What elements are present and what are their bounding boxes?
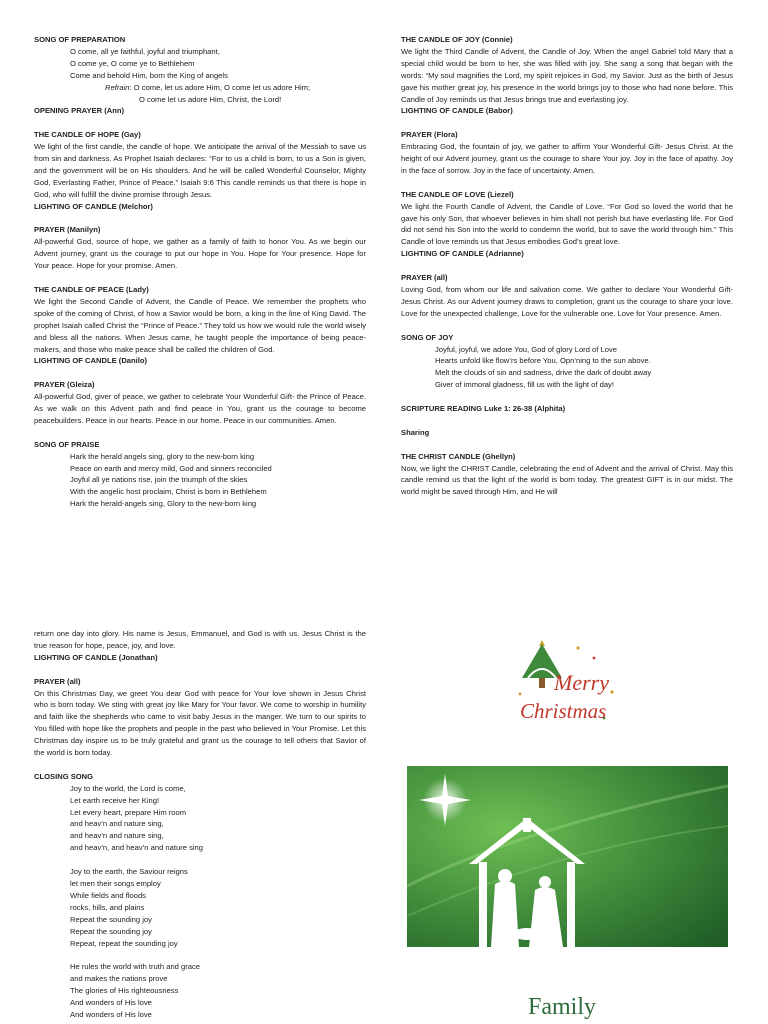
bottom-left-column (34, 628, 366, 1021)
family-title: Family (528, 994, 597, 1020)
song-joy-heading: SONG OF JOY (401, 332, 454, 342)
prayer-manilyn-heading: PRAYER (Manilyn) (34, 225, 101, 235)
song-line: Repeat the sounding joy (70, 926, 152, 936)
song-line: Peace on earth and mercy mild, God and sinners reconciled (70, 463, 272, 473)
song-line: With the angelic host proclaim, Christ is born in Bethlehem (70, 487, 267, 497)
prayer-gleiza-heading: PRAYER (Gleiza) (34, 380, 95, 390)
song-line: The glories of His righteousness (70, 986, 179, 996)
prayer-flora-text: Embracing God, the fountain of joy, we gather to affirm Your Wonderful Gift- Jesus Christ. At the height of our Advent journey, grant us the courage to share Your joy. Joy in the face of apathy. Joy in the face of sorrow. Joy in the face of uncertainty. Amen. (401, 142, 733, 175)
refrain-text: : O come, let us adore Him, O come let us adore Him; (129, 82, 311, 92)
prayer-manilyn-text: All-powerful God, source of hope, we gather as a family of faith to honor You. As we begin our Advent journey, grant us the courage to put our hope in You. Hope for Your presence. Hope for Your peace. Hope for your promise. Amen. (34, 237, 366, 271)
song-line: And wonders of His love (70, 1009, 152, 1019)
prayer-all-text: Loving God, from whom our life and salvation come. We gather to declare Your Wonderful Gift- Jesus Christ. As our Advent journey draws to completion, grant us the courage to share your love. Love for the unexpected challenge, Love for the vulnerable one. Love for Your presence. Amen. (401, 284, 733, 318)
song-line: While fields and floods (70, 890, 146, 900)
logo-merry-text: Merry (554, 670, 609, 695)
hope-text: We light of the first candle, the candle of hope. We anticipate the arrival of the Messiah to save us from sin and darkness. As Prophet Isaiah declares: “For to us a child is born, to us a Son is given, and the government will be on His shoulders. And he will be called Wonderful Counselor, Mighty God, Everlasting Father, Prince of Peace.” Isaiah 9:6 This candle reminds us that there is hope in God, who will fulfill the divine promise through Jesus. (34, 142, 366, 199)
christ-lighting: LIGHTING OF CANDLE (Jonathan) (34, 652, 158, 662)
sparkle-icon (610, 690, 613, 693)
joy-lighting: LIGHTING OF CANDLE (Babor) (401, 106, 513, 116)
sparkle-icon (519, 693, 522, 696)
final-prayer-heading: PRAYER (all) (34, 676, 81, 686)
peace-heading: THE CANDLE OF PEACE (Lady) (34, 284, 149, 294)
sharing-heading: Sharing (401, 427, 430, 437)
song-line: O come ye, O come ye to Bethlehem (70, 58, 195, 68)
song-line: and heav’n, and heav’n and nature sing (70, 843, 203, 853)
song-line: Hearts unfold like flow’rs before You, Opn’ning to the sun above. (435, 356, 651, 366)
prayer-all-heading: PRAYER (all) (401, 273, 448, 283)
right-column (401, 34, 733, 498)
hope-heading: THE CANDLE OF HOPE (Gay) (34, 130, 141, 140)
christ-heading: THE CHRIST CANDLE (Ghellyn) (401, 451, 516, 461)
song-line: and heav’n and nature sing, (70, 819, 164, 829)
closing-song-heading: CLOSING SONG (34, 771, 94, 781)
sparkle-icon (576, 646, 579, 649)
song-line: and heav’n and nature sing, (70, 831, 164, 841)
left-column (34, 34, 366, 510)
final-prayer-text: On this Christmas Day, we greet You dear God with peace for Your love shown in Jesus Christ who is born today. We sting with great joy like Mary for Your favor. We come to worship in humility and faith like the shepherds who came to visit baby Jesus in the manger. We turn to our spirits to You filled with hope like the prophets and people in the past who believed in Your Promise. Let this Christmas day inspire us to be truly grateful and grant us the courage to tell others that Savior of the world is born today. (34, 688, 366, 758)
song-line: let men their songs employ (70, 878, 161, 888)
logo-christmas-text: Christmas (520, 699, 607, 723)
song-line: Giver of immoral gladness, fill us with the light of day! (435, 380, 614, 390)
love-text: We light the Fourth Candle of Advent, the Candle of Love. “For God so loved the world that he gave his only Son, that whoever believes in him shall not perish but have everlasting life. For God did not send his Son into the world to condemn the world, but to save the world through him.” This Candle of love reminds us that Jesus embodies God’s great love. (401, 201, 733, 247)
opening-prayer-heading: OPENING PRAYER (Ann) (34, 106, 125, 116)
hope-lighting: LIGHTING OF CANDLE (Melchor) (34, 201, 153, 211)
refrain-label: Refrain (105, 82, 130, 92)
song-praise-heading: SONG OF PRAISE (34, 439, 100, 449)
song-line: rocks, hills, and plains (70, 902, 145, 912)
song-line: Hark the herald angels sing, glory to the new-born king (70, 451, 255, 461)
christ-text: Now, we light the CHRIST Candle, celebrating the end of Advent and the arrival of Christ. May this candle remind us that the light of the world is born today. The greatest GIFT is in our midst. The world might be saved through Him, and He will (401, 463, 733, 497)
scripture-heading: SCRIPTURE READING Luke 1: 26-38 (Alphita) (401, 404, 566, 414)
song-line: Joyful, joyful, we adore You, God of glory Lord of Love (435, 344, 617, 354)
peace-text: We light the Second Candle of Advent, the Candle of Peace. We remember the prophets who spoke of the coming of Christ, of how a Savior would be born, a king in the line of King David. The prophet Isaiah called Christ the “Prince of Peace.” They told us how we would rule the world wisely and bless all the nations. When Jesus came, he taught people the importance of being peace-makers, and those who make peace shall be called the children of God. (34, 296, 366, 354)
merry-christmas-logo (508, 634, 622, 730)
love-lighting: LIGHTING OF CANDLE (Adrianne) (401, 249, 524, 259)
song-line: And wonders of His love (70, 998, 152, 1008)
song-line: Joyful all ye nations rise, join the triumph of the skies (70, 475, 248, 485)
song-line: Joy to the earth, the Saviour reigns (70, 867, 188, 877)
song-line: Repeat, repeat the sounding joy (70, 938, 178, 948)
song-line: Let earth receive her King! (70, 795, 160, 805)
refrain-line: O come let us adore Him, Christ, the Lord! (139, 94, 282, 104)
song-line: Hark the herald-angels sing, Glory to the new-born king (70, 499, 257, 509)
song-line: Repeat the sounding joy (70, 914, 152, 924)
song-line: and makes the nations prove (70, 974, 168, 984)
song-line: Joy to the world, the Lord is come, (70, 783, 186, 793)
song-line: O come, all ye faithful, joyful and triumphant, (70, 46, 220, 56)
christ-continuation: return one day into glory. His name is Jesus, Emmanuel, and God is with us. Jesus Christ is the true reason for hope, peace, joy, and love. (34, 629, 366, 650)
joy-text: We light the Third Candle of Advent, the Candle of Joy. When the angel Gabriel told Mary that a special child would be born to her, she was filled with joy. She sang a song that began with the words: “My soul magnifies the Lord, my spirit rejoices in God, my Savior. Just as the birth of Jesus gave his mother great joy, his presence in the world brings joy to those who had none before. This Candle of Joy reminds us that Jesus brings true and everlasting joy. (401, 46, 733, 104)
sparkle-icon (593, 657, 596, 660)
nativity-image (407, 766, 728, 947)
peace-lighting: LIGHTING OF CANDLE (Danilo) (34, 356, 148, 366)
refrain-line (34, 82, 366, 94)
song-line: Come and behold Him, born the King of angels (70, 70, 228, 80)
joy-heading: THE CANDLE OF JOY (Connie) (401, 35, 513, 44)
song-line: Melt the clouds of sin and sadness, drive the dark of doubt away (435, 368, 652, 378)
love-heading: THE CANDLE OF LOVE (Liezel) (401, 189, 514, 199)
song-prep-heading: SONG OF PREPARATION (34, 35, 126, 44)
song-line: He rules the world with truth and grace (70, 962, 201, 972)
prayer-gleiza-text: All-powerful God, giver of peace, we gather to celebrate Your Wonderful Gift- the Prince of Peace. As we walk on this Advent path and find peace in You, grant us the courage to become peacebuilders. Peace in our hearts. Peace in our home. Peace in our communities. Amen. (34, 392, 366, 425)
prayer-flora-heading: PRAYER (Flora) (401, 130, 458, 140)
song-line: Let every heart, prepare Him room (70, 807, 187, 817)
